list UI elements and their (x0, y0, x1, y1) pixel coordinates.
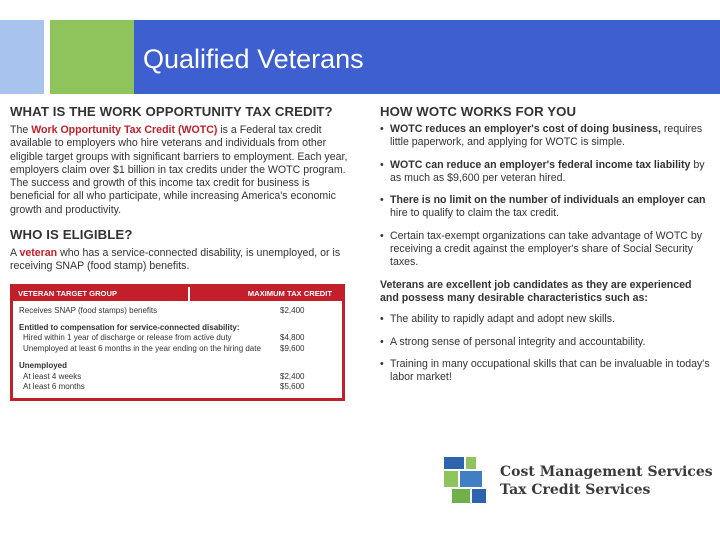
row-label: At least 6 months (23, 382, 85, 392)
cms-logo-mark-icon (442, 453, 496, 507)
list-item (380, 159, 710, 186)
eligible-para-pre: A (10, 247, 20, 260)
benefit-bold: WOTC can reduce an employer's federal income tax liability (390, 158, 691, 171)
list-item: • The ability to rapidly adapt and adopt new skills. (380, 313, 710, 326)
flyer-content (10, 104, 710, 444)
row-label: Unemployed (19, 361, 68, 371)
slide-title: Qualified Veterans (143, 44, 364, 74)
row-value: $9,600 (280, 343, 305, 353)
wotc-para-post: is a Federal tax credit available to employers who hire veterans and individuals from other eligible target groups with significant barriers to employment. Each year, employers claim over $1 billion in tax credits under the WOTC program. The success and growth of this income tax credit for business is beneficial for all who participate, while increasing America's economic growth and productivity. (10, 124, 348, 216)
logo-line2: Tax Credit Services (500, 482, 651, 498)
wotc-para-pre: The (10, 124, 32, 136)
row-label: At least 4 weeks (23, 371, 82, 381)
veterans-intro: Veterans are excellent job candidates as they are experienced and possess many desirable characteristics such as: (380, 278, 692, 304)
list-item (380, 194, 710, 221)
left-column (10, 104, 348, 401)
logo-text (500, 463, 713, 499)
list-item (380, 230, 710, 270)
table-header (13, 287, 342, 301)
row-value (280, 361, 336, 371)
company-logo (428, 449, 713, 511)
right-column (380, 104, 710, 393)
table-header-group: VETERAN TARGET GROUP (13, 287, 190, 301)
accent-bar-green (50, 20, 134, 94)
benefit-rest: requires little paperwork, and applying for WOTC is simple. (390, 123, 703, 149)
list-item: • A strong sense of personal integrity and accountability. (380, 336, 710, 349)
benefit-rest: by as much as $9,600 per veteran hired. (390, 158, 705, 184)
table-row (19, 344, 336, 354)
list-item (380, 123, 710, 150)
logo-line1: Cost Management Services (500, 464, 713, 480)
credit-table (10, 284, 345, 401)
table-header-credit: MAXIMUM TAX CREDIT (247, 288, 332, 298)
table-row (19, 306, 336, 316)
row-value: $2,400 (280, 371, 305, 381)
eligible-para-post: who has a service-connected disability, is unemployed, or is receiving SNAP (food stamp) benefits. (10, 247, 341, 273)
wotc-paragraph (10, 124, 348, 217)
traits-list (380, 313, 710, 384)
list-item: • Training in many occupational skills that can be invaluable in today's labor market! (380, 358, 710, 385)
row-value: $5,600 (280, 382, 305, 392)
row-value (280, 323, 336, 333)
how-wotc-heading: HOW WOTC WORKS FOR YOU (380, 104, 577, 119)
table-body (13, 301, 342, 398)
accent-bar-light (0, 20, 44, 94)
table-row (19, 372, 336, 382)
benefit-list (380, 123, 710, 270)
row-label: Entitled to compensation for service-connected disability: (19, 323, 240, 333)
table-row (19, 361, 336, 371)
benefit-bold: WOTC reduces an employer's cost of doing business, (390, 123, 661, 135)
eligible-para-highlight: veteran (19, 247, 58, 260)
eligible-heading: WHO IS ELIGIBLE? (10, 227, 133, 243)
table-row (19, 382, 336, 392)
table-row (19, 333, 336, 343)
benefit-rest: Certain tax-exempt organizations can take advantage of WOTC by receiving a credit against the employer's share of Social Security taxes. (390, 229, 703, 269)
wotc-para-highlight: Work Opportunity Tax Credit (WOTC) (31, 124, 218, 136)
row-label: Receives SNAP (food stamps) benefits (19, 305, 158, 315)
row-label: Unemployed at least 6 months in the year ending on the hiring date (23, 343, 261, 353)
eligible-paragraph (10, 247, 348, 274)
row-value: $4,800 (280, 333, 305, 343)
wotc-heading: WHAT IS THE WORK OPPORTUNITY TAX CREDIT? (10, 104, 333, 119)
row-label: Hired within 1 year of discharge or release from active duty (23, 333, 232, 343)
benefit-bold: There is no limit on the number of individuals an employer can (390, 194, 706, 207)
table-row (19, 323, 336, 333)
benefit-rest: hire to qualify to claim the tax credit. (390, 207, 559, 220)
row-value: $2,400 (280, 305, 305, 315)
